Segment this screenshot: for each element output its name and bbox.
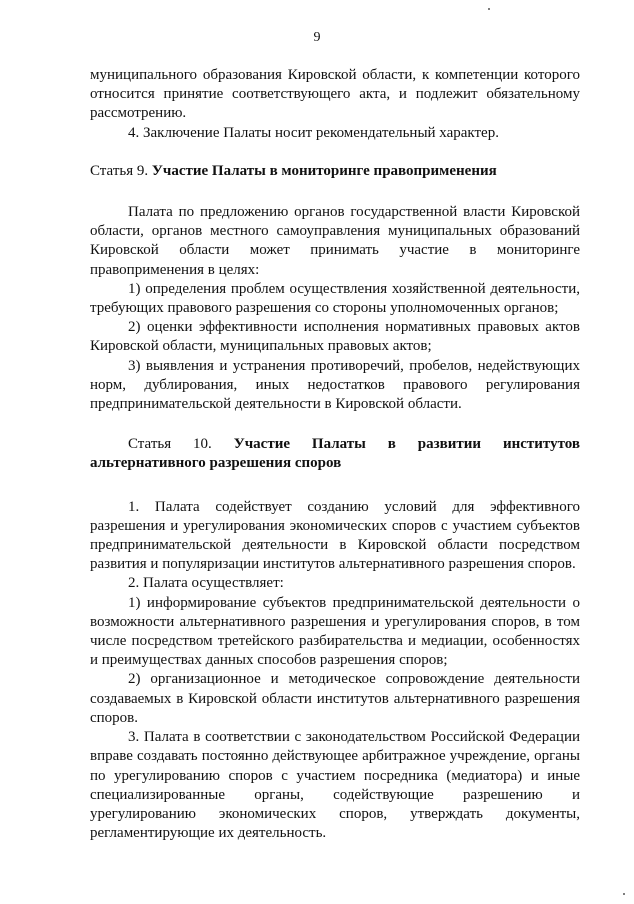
scan-speck xyxy=(488,8,490,10)
article-10-paragraph-1: 1. Палата содействует созданию условий для эффективного разрешения и урегулирования экономических споров с участием субъектов предпринимательской деятельности в Кировской области посредством развития и популяризации институтов альтернативного разрешения споров. xyxy=(90,498,580,573)
article-9-title: Участие Палаты в мониторинге правоприменения xyxy=(151,162,497,179)
paragraph-continuation: муниципального образования Кировской области, к компетенции которого относится принятие соответствующего акта, и подлежит обязательному рассмотрению. xyxy=(90,67,580,122)
paragraph-conclusion: 4. Заключение Палаты носит рекомендательный характер. xyxy=(128,124,499,141)
article-9-number: Статья 9. xyxy=(90,162,149,179)
article-10-number: Статья 10. xyxy=(128,436,212,453)
page-number: 9 xyxy=(313,30,321,45)
article-9-paragraph: Палата по предложению органов государственной власти Кировской области, органов местного самоуправления муниципальных образований Кировской области может принимать участие в мониторинге правоприменения в целях: xyxy=(90,204,580,278)
article-9-item-2: 2) оценки эффективности исполнения нормативных правовых актов Кировской области, муниципальных правовых актов; xyxy=(90,319,580,355)
article-10-paragraph-2: 2. Палата осуществляет: xyxy=(128,575,284,592)
article-9-item-1: 1) определения проблем осуществления хозяйственной деятельности, требующих правового разрешения со стороны уполномоченных органов; xyxy=(90,280,580,317)
document-body xyxy=(90,66,580,843)
article-9-heading xyxy=(90,162,580,181)
article-10-paragraph-3: 3. Палата в соответствии с законодательством Российской Федерации вправе создавать постоянно действующее арбитражное учреждение, органы по урегулированию споров с участием посредника (медиатора) и иные специализированные органы, содействующие разрешению и урегулированию экономических споров, утверждать документы, регламентирующие их деятельность. xyxy=(90,729,580,842)
article-10-heading xyxy=(90,435,580,473)
article-10-item-1: 1) информирование субъектов предпринимательской деятельности о возможности альтернативного разрешения и урегулирования споров, в том числе посредством третейского разбирательства и медиации, особенностях и преимуществах данных способов разрешения споров; xyxy=(90,594,580,669)
scan-speck xyxy=(623,893,625,895)
article-10-item-2: 2) организационное и методическое сопровождение деятельности создаваемых в Кировской области институтов альтернативного разрешения споров. xyxy=(90,671,580,726)
article-10-title: Участие Палаты в развитии институтов альтернативного разрешения споров xyxy=(90,436,580,472)
article-9-item-3: 3) выявления и устранения противоречий, пробелов, недействующих норм, дублирования, иных недостатков правового регулирования предпринимательской деятельности в Кировской области. xyxy=(90,357,580,413)
